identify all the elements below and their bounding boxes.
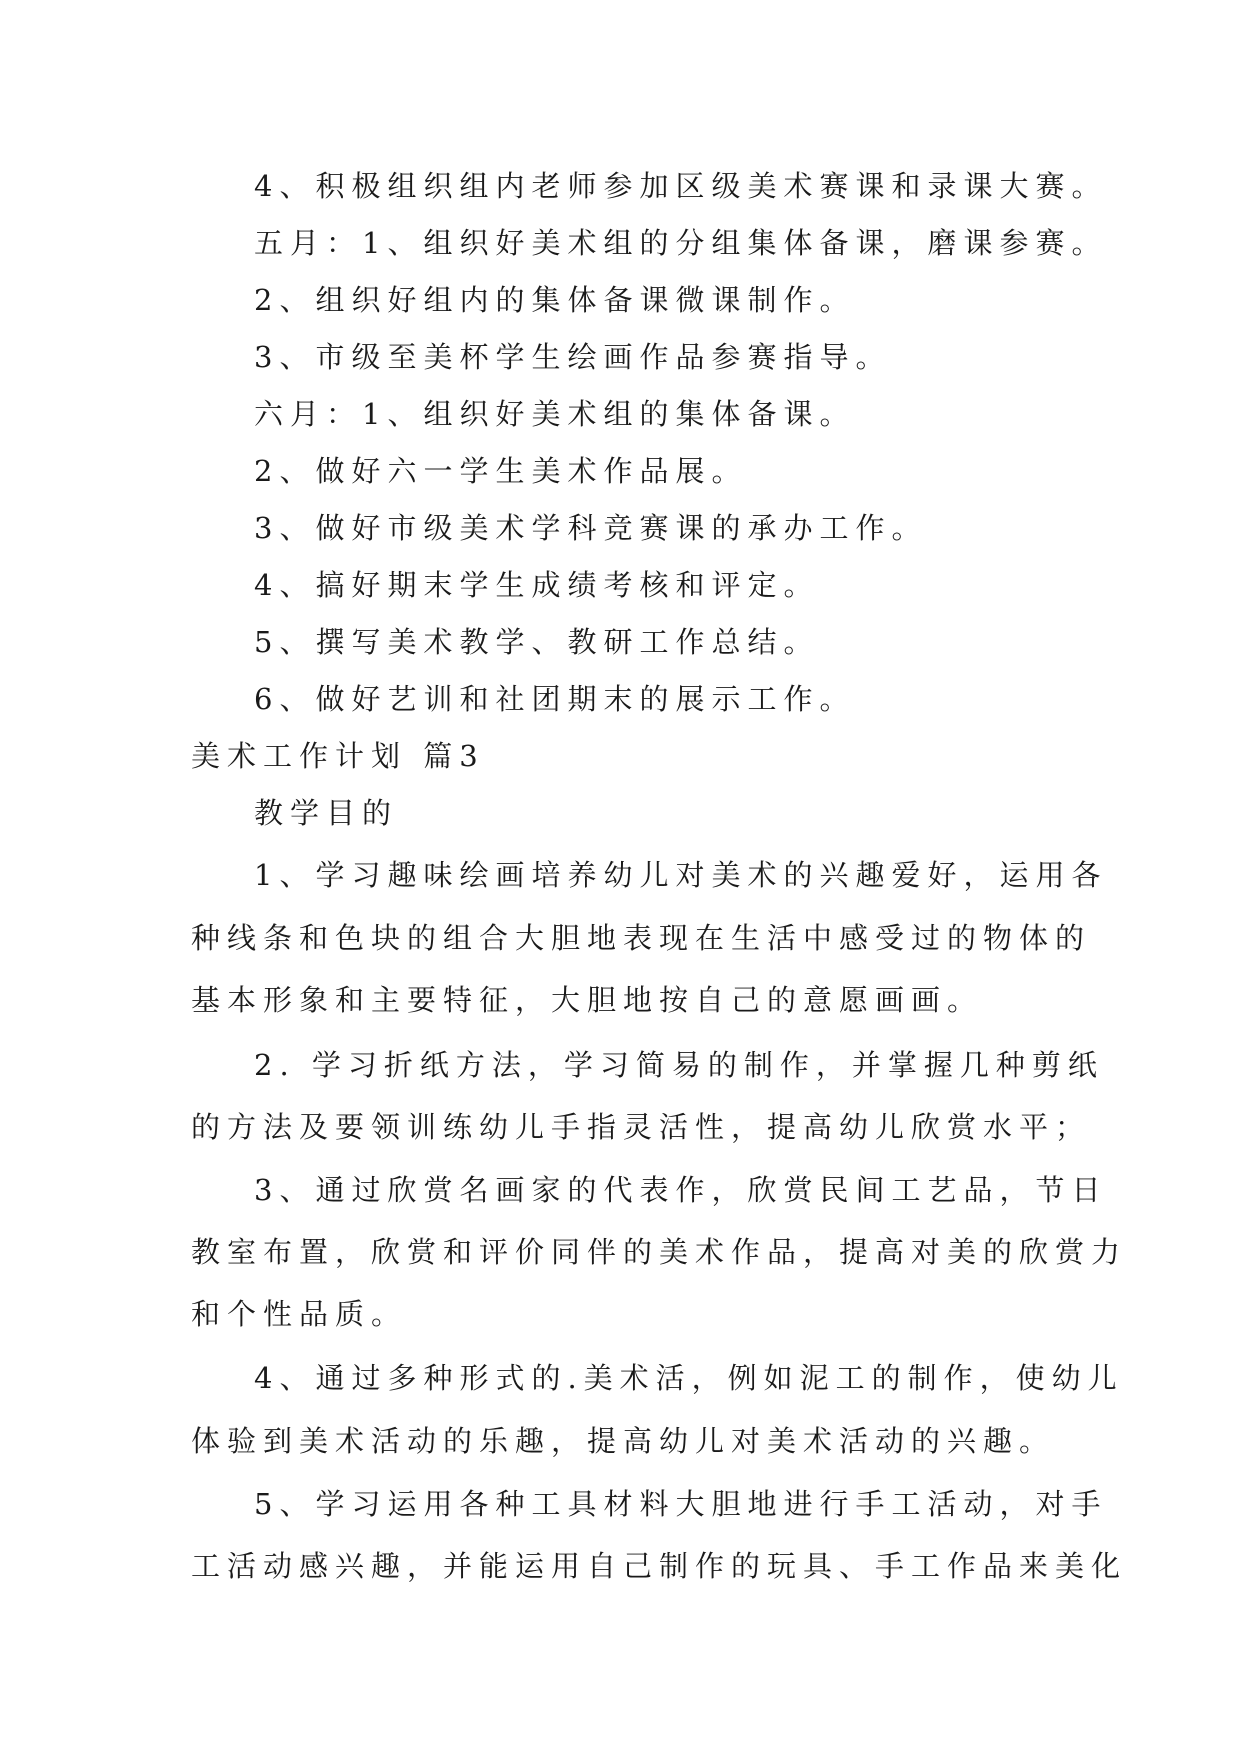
- text-line: 教室布置，欣赏和评价同伴的美术作品，提高对美的欣赏力: [191, 1235, 1128, 1269]
- text-line: 2、做好六一学生美术作品展。: [254, 454, 748, 488]
- text-line: 1、学习趣味绘画培养幼儿对美术的兴趣爱好，运用各: [254, 858, 1108, 892]
- text-line: 2、组织好组内的集体备课微课制作。: [254, 283, 856, 317]
- text-line: 2. 学习折纸方法，学习简易的制作，并掌握几种剪纸: [254, 1048, 1104, 1082]
- text-line: 体验到美术活动的乐趣，提高幼儿对美术活动的兴趣。: [191, 1424, 1056, 1458]
- text-line: 和个性品质。: [191, 1297, 408, 1331]
- text-line: 5、学习运用各种工具材料大胆地进行手工活动，对手: [254, 1487, 1108, 1521]
- text-line: 六月：1、组织好美术组的集体备课。: [254, 397, 856, 431]
- text-line: 基本形象和主要特征，大胆地按自己的意愿画画。: [191, 983, 984, 1017]
- section-heading: 美术工作计划 篇3: [191, 739, 485, 773]
- text-line: 4、搞好期末学生成绩考核和评定。: [254, 568, 820, 602]
- text-line: 五月：1、组织好美术组的分组集体备课，磨课参赛。: [254, 226, 1108, 260]
- text-line: 的方法及要领训练幼儿手指灵活性，提高幼儿欣赏水平；: [191, 1110, 1092, 1144]
- text-line: 4、通过多种形式的.美术活，例如泥工的制作，使幼儿: [254, 1361, 1124, 1395]
- text-line: 种线条和色块的组合大胆地表现在生活中感受过的物体的: [191, 921, 1092, 955]
- text-line: 6、做好艺训和社团期末的展示工作。: [254, 682, 856, 716]
- text-line: 3、市级至美杯学生绘画作品参赛指导。: [254, 340, 892, 374]
- text-line: 5、撰写美术教学、教研工作总结。: [254, 625, 820, 659]
- text-line: 3、通过欣赏名画家的代表作，欣赏民间工艺品，节日: [254, 1173, 1108, 1207]
- text-line: 3、做好市级美术学科竞赛课的承办工作。: [254, 511, 928, 545]
- subheading: 教学目的: [254, 796, 399, 830]
- text-line: 4、积极组织组内老师参加区级美术赛课和录课大赛。: [254, 169, 1108, 203]
- text-line: 工活动感兴趣，并能运用自己制作的玩具、手工作品来美化: [191, 1549, 1128, 1583]
